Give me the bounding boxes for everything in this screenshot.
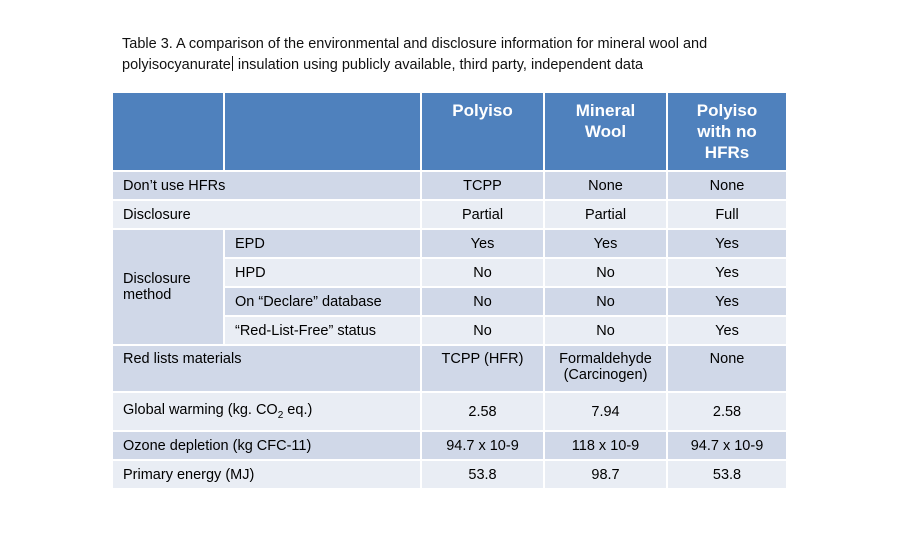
- row-label: Primary energy (MJ): [112, 460, 421, 489]
- cell-value: 53.8: [421, 460, 544, 489]
- cell-value: 94.7 x 10-9: [667, 431, 787, 460]
- cell-value: Yes: [667, 287, 787, 316]
- cell-value: 7.94: [544, 392, 667, 431]
- cell-value: 98.7: [544, 460, 667, 489]
- cell-value: Formaldehyde (Carcinogen): [544, 345, 667, 392]
- row-label: Global warming (kg. $CO_2$ eq.): [112, 392, 421, 431]
- row-label: Ozone depletion (kg CFC-11): [112, 431, 421, 460]
- row-label: EPD: [224, 229, 421, 258]
- cell-value: 2.58: [421, 392, 544, 431]
- row-group-label: Disclosure method: [112, 229, 224, 345]
- caption-line-1: Table 3. A comparison of the environmental and disclosure information for mineral wool and: [122, 36, 708, 52]
- table-row-ozone: [112, 431, 787, 460]
- comparison-table: [111, 91, 788, 490]
- cell-value: None: [544, 171, 667, 200]
- cell-value: Yes: [544, 229, 667, 258]
- cell-value: None: [667, 345, 787, 392]
- text-cursor: [232, 56, 233, 71]
- table-row-hfr: [112, 171, 787, 200]
- header-polyiso-no-hfr: Polyiso with no HFRs: [667, 92, 787, 171]
- row-label: Don’t use HFRs: [112, 171, 421, 200]
- cell-value: No: [421, 258, 544, 287]
- cell-value: Partial: [544, 200, 667, 229]
- table-row-global-warming: [112, 392, 787, 431]
- row-label: On “Declare” database: [224, 287, 421, 316]
- caption-line-2a: polyisocyanurate: [122, 57, 231, 73]
- cell-value: 118 x 10-9: [544, 431, 667, 460]
- header-polyiso: Polyiso: [421, 92, 544, 171]
- cell-value: No: [544, 316, 667, 345]
- cell-value: No: [544, 287, 667, 316]
- row-label: Red lists materials: [112, 345, 421, 392]
- row-label: Disclosure: [112, 200, 421, 229]
- cell-value: Yes: [667, 229, 787, 258]
- cell-value: Yes: [667, 258, 787, 287]
- cell-value: 94.7 x 10-9: [421, 431, 544, 460]
- header-blank-2: [224, 92, 421, 171]
- header-mineral-wool: Mineral Wool: [544, 92, 667, 171]
- table-row-energy: [112, 460, 787, 489]
- cell-value: Full: [667, 200, 787, 229]
- row-label: “Red-List-Free” status: [224, 316, 421, 345]
- cell-value: Yes: [421, 229, 544, 258]
- cell-value: No: [421, 316, 544, 345]
- header-blank-1: [112, 92, 224, 171]
- cell-value: TCPP (HFR): [421, 345, 544, 392]
- cell-value: 53.8: [667, 460, 787, 489]
- cell-value: 2.58: [667, 392, 787, 431]
- table-row-disclosure: [112, 200, 787, 229]
- table-row-epd: [112, 229, 787, 258]
- cell-value: None: [667, 171, 787, 200]
- cell-value: Yes: [667, 316, 787, 345]
- row-label: HPD: [224, 258, 421, 287]
- cell-value: No: [544, 258, 667, 287]
- header-row: [112, 92, 787, 171]
- caption-line-2b: insulation using publicly available, third party, independent data: [233, 57, 644, 73]
- cell-value: No: [421, 287, 544, 316]
- cell-value: Partial: [421, 200, 544, 229]
- cell-value: TCPP: [421, 171, 544, 200]
- table-row-redlists: [112, 345, 787, 392]
- table-caption: [122, 34, 802, 76]
